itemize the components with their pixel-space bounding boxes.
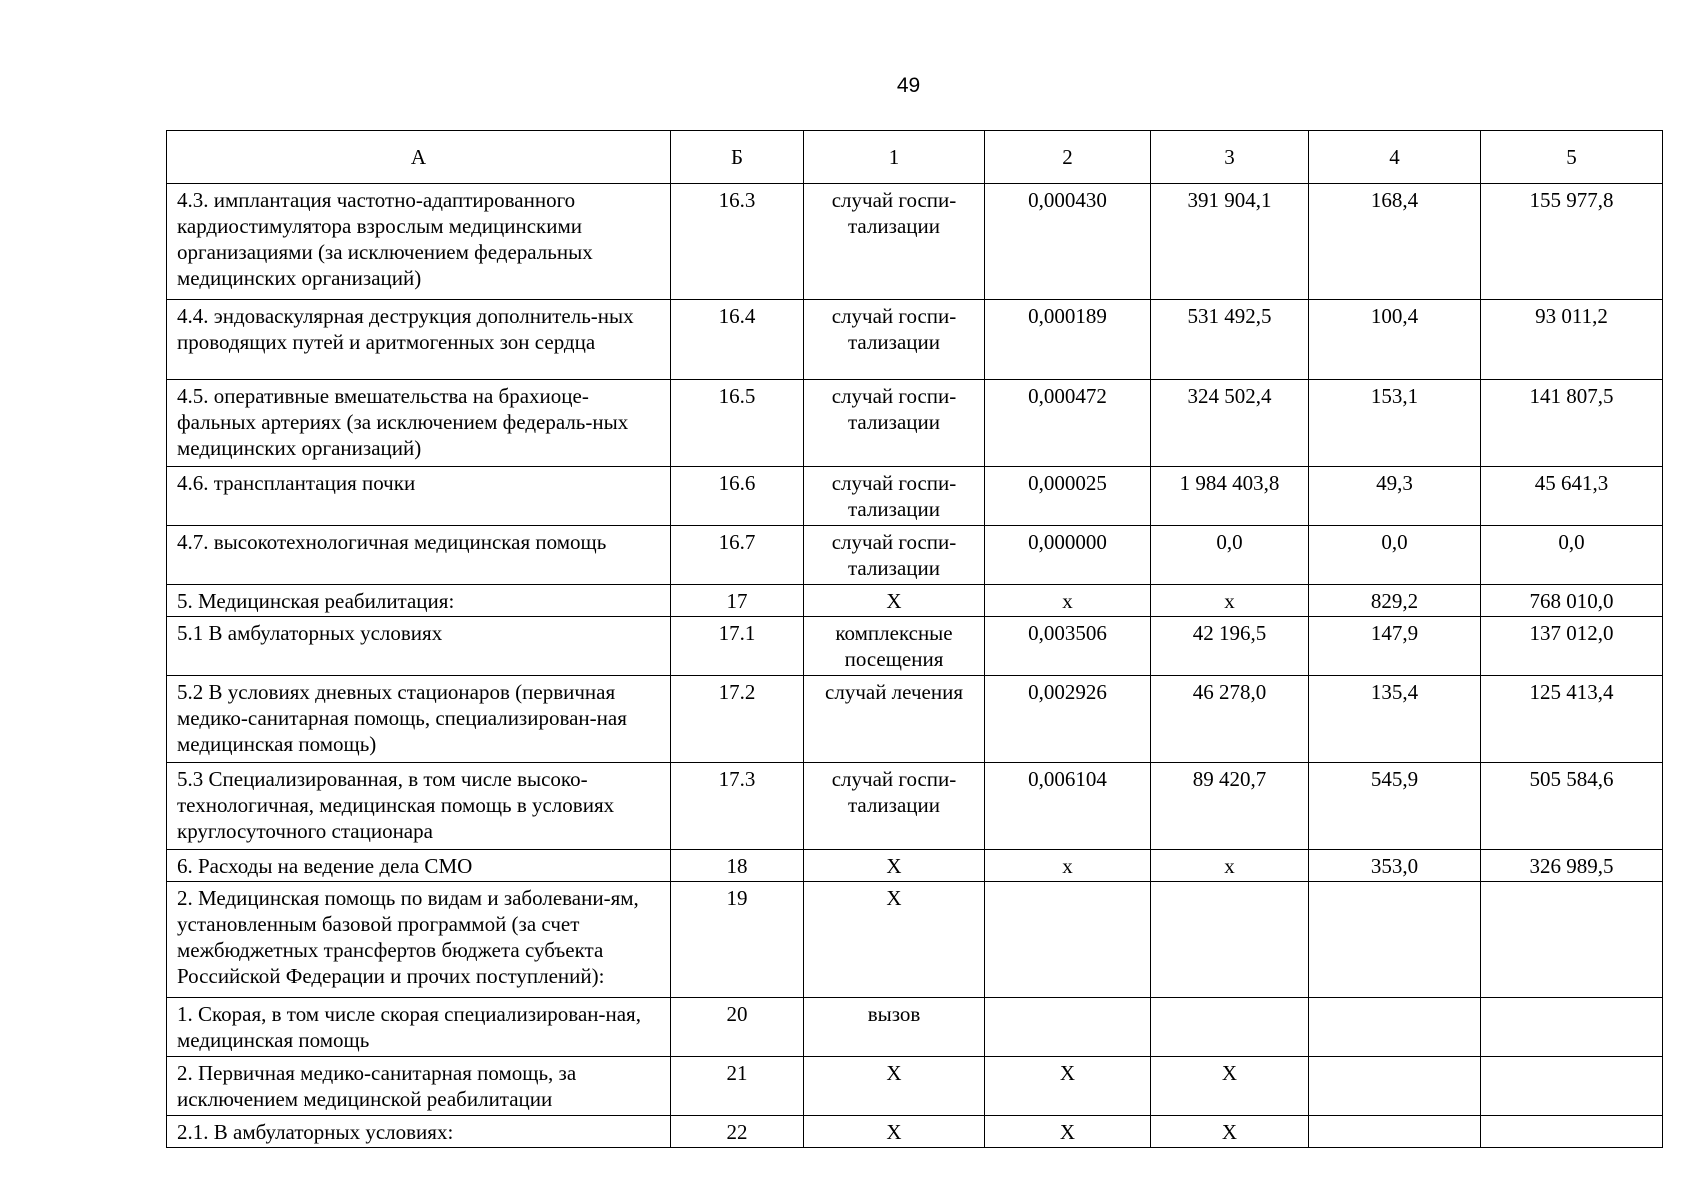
table-row [167, 526, 1663, 585]
table-cell-col-3: Х [985, 1057, 1151, 1116]
table-cell-col-3: х [985, 850, 1151, 882]
page-number: 49 [896, 74, 921, 97]
table-cell-col-2: Х [804, 1116, 985, 1148]
table-cell-col-1: 17.2 [671, 676, 804, 763]
table-cell-col-6: 93 011,2 [1481, 300, 1663, 380]
table-cell-col-3: Х [985, 1116, 1151, 1148]
table-cell-col-4: 89 420,7 [1151, 763, 1309, 850]
table-cell-col-5: 168,4 [1309, 184, 1481, 300]
table-row [167, 585, 1663, 617]
table-cell-col-1: 17 [671, 585, 804, 617]
table-cell-col-5: 147,9 [1309, 617, 1481, 676]
table-cell-col-4: 46 278,0 [1151, 676, 1309, 763]
table-cell-col-6: 137 012,0 [1481, 617, 1663, 676]
table-cell-col-5: 353,0 [1309, 850, 1481, 882]
column-header-2: 1 [804, 131, 985, 184]
table-cell-col-5: 545,9 [1309, 763, 1481, 850]
row-label-cell: 5. Медицинская реабилитация: [167, 585, 671, 617]
table-header-row [167, 131, 1663, 184]
row-label-cell: 5.3 Специализированная, в том числе высоко-технологичная, медицинская помощь в условиях круглосуточного стационара [167, 763, 671, 850]
table-cell-col-6: 141 807,5 [1481, 380, 1663, 467]
table-cell-col-3: 0,002926 [985, 676, 1151, 763]
table-cell-col-6: 125 413,4 [1481, 676, 1663, 763]
table-row [167, 763, 1663, 850]
table-cell-col-3: х [985, 585, 1151, 617]
table-cell-col-3: 0,000430 [985, 184, 1151, 300]
table-cell-col-3: 0,000472 [985, 380, 1151, 467]
table-cell-col-3: 0,000189 [985, 300, 1151, 380]
table-cell-col-5: 829,2 [1309, 585, 1481, 617]
table-cell-col-4: 324 502,4 [1151, 380, 1309, 467]
table-cell-col-3 [985, 998, 1151, 1057]
table-cell-col-6: 505 584,6 [1481, 763, 1663, 850]
table-cell-col-6: 0,0 [1481, 526, 1663, 585]
table-cell-col-6 [1481, 1057, 1663, 1116]
table-cell-col-4 [1151, 882, 1309, 998]
table-row [167, 1057, 1663, 1116]
table-row [167, 676, 1663, 763]
column-header-3: 2 [985, 131, 1151, 184]
column-header-1: Б [671, 131, 804, 184]
table-row [167, 300, 1663, 380]
table-cell-col-2: случай госпи-тализации [804, 380, 985, 467]
table-cell-col-2: вызов [804, 998, 985, 1057]
row-label-cell: 1. Скорая, в том числе скорая специализирован-ная, медицинская помощь [167, 998, 671, 1057]
document-table [166, 130, 1663, 1148]
table-cell-col-5 [1309, 998, 1481, 1057]
table-cell-col-5: 135,4 [1309, 676, 1481, 763]
table-cell-col-1: 22 [671, 1116, 804, 1148]
table-cell-col-4: 391 904,1 [1151, 184, 1309, 300]
table-cell-col-2: случай госпи-тализации [804, 300, 985, 380]
table-cell-col-6 [1481, 882, 1663, 998]
table-cell-col-3: 0,000025 [985, 467, 1151, 526]
table-cell-col-3: 0,006104 [985, 763, 1151, 850]
table-cell-col-4: 42 196,5 [1151, 617, 1309, 676]
table-cell-col-1: 17.1 [671, 617, 804, 676]
column-header-4: 3 [1151, 131, 1309, 184]
table-cell-col-4: Х [1151, 1116, 1309, 1148]
table-row [167, 1116, 1663, 1148]
table-cell-col-1: 16.3 [671, 184, 804, 300]
table-row [167, 467, 1663, 526]
table-cell-col-2: Х [804, 1057, 985, 1116]
table-cell-col-4: 531 492,5 [1151, 300, 1309, 380]
table-cell-col-6: 768 010,0 [1481, 585, 1663, 617]
table-cell-col-5 [1309, 882, 1481, 998]
table-row [167, 998, 1663, 1057]
row-label-cell: 4.6. трансплантация почки [167, 467, 671, 526]
row-label-cell: 6. Расходы на ведение дела СМО [167, 850, 671, 882]
table-cell-col-1: 16.4 [671, 300, 804, 380]
table-row [167, 380, 1663, 467]
table-cell-col-5: 100,4 [1309, 300, 1481, 380]
row-label-cell: 5.1 В амбулаторных условиях [167, 617, 671, 676]
table-cell-col-4: 0,0 [1151, 526, 1309, 585]
table-cell-col-6: 155 977,8 [1481, 184, 1663, 300]
table-cell-col-6: 326 989,5 [1481, 850, 1663, 882]
table-cell-col-4: 1 984 403,8 [1151, 467, 1309, 526]
table-cell-col-2: случай госпи-тализации [804, 467, 985, 526]
table-cell-col-2: случай госпи-тализации [804, 184, 985, 300]
table-cell-col-1: 16.7 [671, 526, 804, 585]
table-cell-col-2: случай лечения [804, 676, 985, 763]
row-label-cell: 4.4. эндоваскулярная деструкция дополнитель-ных проводящих путей и аритмогенных зон сердца [167, 300, 671, 380]
table-cell-col-3 [985, 882, 1151, 998]
table-cell-col-2: случай госпи-тализации [804, 526, 985, 585]
table-body [167, 184, 1663, 1148]
table-cell-col-1: 16.5 [671, 380, 804, 467]
table-cell-col-5 [1309, 1116, 1481, 1148]
table-cell-col-4: х [1151, 850, 1309, 882]
table-cell-col-3: 0,000000 [985, 526, 1151, 585]
table-row [167, 617, 1663, 676]
table-cell-col-1: 16.6 [671, 467, 804, 526]
table-cell-col-1: 20 [671, 998, 804, 1057]
table-cell-col-1: 21 [671, 1057, 804, 1116]
row-label-cell: 4.7. высокотехнологичная медицинская помощь [167, 526, 671, 585]
row-label-cell: 5.2 В условиях дневных стационаров (первичная медико-санитарная помощь, специализирован-ная медицинская помощь) [167, 676, 671, 763]
table-cell-col-2: Х [804, 585, 985, 617]
table-row [167, 882, 1663, 998]
table-cell-col-2: случай госпи-тализации [804, 763, 985, 850]
table-cell-col-6 [1481, 1116, 1663, 1148]
table-cell-col-4 [1151, 998, 1309, 1057]
table-cell-col-5: 153,1 [1309, 380, 1481, 467]
column-header-0: А [167, 131, 671, 184]
table-cell-col-1: 17.3 [671, 763, 804, 850]
row-label-cell: 4.5. оперативные вмешательства на брахиоце-фальных артериях (за исключением федераль-ных медицинских организаций) [167, 380, 671, 467]
table-cell-col-6: 45 641,3 [1481, 467, 1663, 526]
row-label-cell: 4.3. имплантация частотно-адаптированного кардиостимулятора взрослым медицинскими организациями (за исключением федеральных медицинских организаций) [167, 184, 671, 300]
table-cell-col-5: 49,3 [1309, 467, 1481, 526]
table-cell-col-6 [1481, 998, 1663, 1057]
table-cell-col-3: 0,003506 [985, 617, 1151, 676]
table-cell-col-2: Х [804, 882, 985, 998]
table-cell-col-5 [1309, 1057, 1481, 1116]
table-row [167, 184, 1663, 300]
table-cell-col-2: Х [804, 850, 985, 882]
row-label-cell: 2.1. В амбулаторных условиях: [167, 1116, 671, 1148]
table-cell-col-1: 19 [671, 882, 804, 998]
table-cell-col-1: 18 [671, 850, 804, 882]
column-header-6: 5 [1481, 131, 1663, 184]
row-label-cell: 2. Первичная медико-санитарная помощь, за исключением медицинской реабилитации [167, 1057, 671, 1116]
table-cell-col-2: комплексные посещения [804, 617, 985, 676]
table-cell-col-4: х [1151, 585, 1309, 617]
table-cell-col-5: 0,0 [1309, 526, 1481, 585]
row-label-cell: 2. Медицинская помощь по видам и заболевани-ям, установленным базовой программой (за счет межбюджетных трансфертов бюджета субъекта Российской Федерации и прочих поступлений): [167, 882, 671, 998]
table-row [167, 850, 1663, 882]
column-header-5: 4 [1309, 131, 1481, 184]
table-cell-col-4: Х [1151, 1057, 1309, 1116]
